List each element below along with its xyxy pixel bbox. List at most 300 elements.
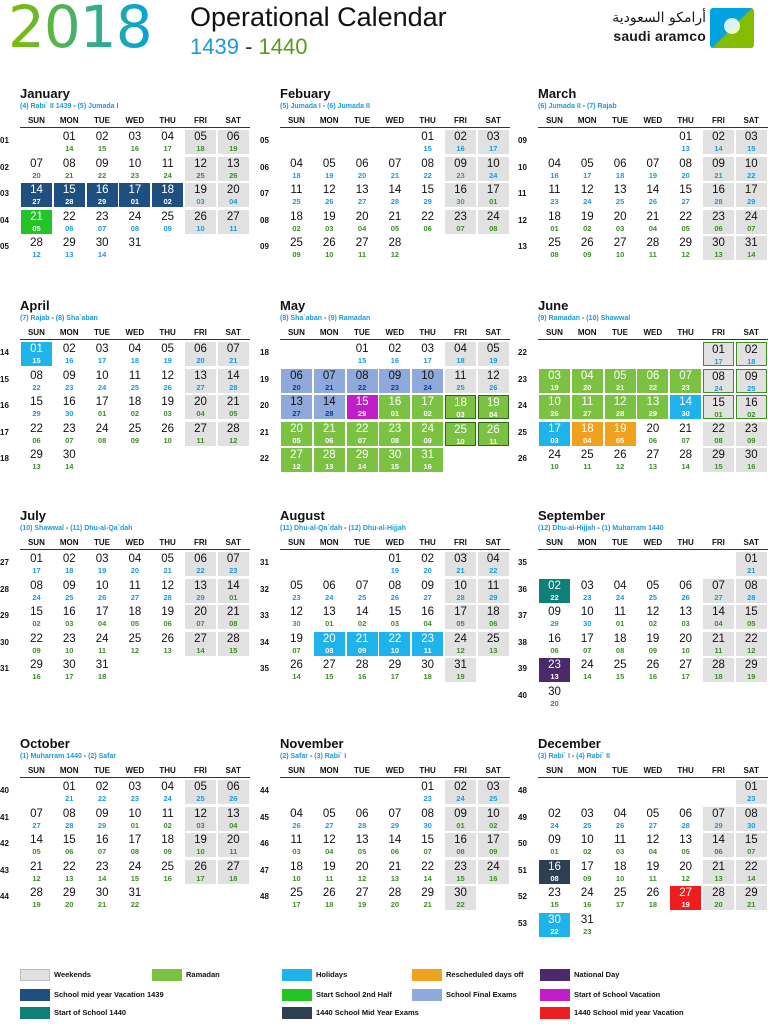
hijri-day: 14 [357,462,367,471]
gregorian-day: 28 [679,449,693,461]
day-cell [379,369,410,393]
gregorian-day: 31 [454,659,467,671]
day-cell [119,605,150,629]
day-cell [281,448,312,472]
day-cell [185,807,216,831]
hijri-months [20,314,250,326]
gregorian-day: 22 [744,860,758,873]
gregorian-day: 02 [548,579,561,592]
hijri-day: 01 [130,820,140,830]
weekday-sun: SUN [545,766,563,775]
day-cell [539,807,570,831]
gregorian-day: 08 [62,807,76,820]
hijri-day: 18 [65,566,74,575]
gregorian-day: 21 [388,210,402,223]
hijri-day: 19 [357,900,367,909]
gregorian-day: 14 [322,396,336,408]
hijri-month-b: (2) Safar [88,753,117,760]
hijri-day: 22 [489,566,498,575]
gregorian-day: 07 [226,553,240,565]
hijri-months [280,102,510,114]
gregorian-day: 21 [226,606,240,618]
hijri-month-a: (5) Jumada I [280,103,321,110]
hijri-day: 30 [747,820,756,830]
gregorian-day: 23 [548,887,561,899]
hijri-day: 26 [97,592,107,602]
day-cell [670,395,701,419]
day-cell [87,157,118,181]
hijri-day: 01 [130,197,140,206]
gregorian-day: 28 [712,659,725,671]
hijri-day: 10 [681,645,690,655]
day-cell [152,552,183,576]
legend-label: National Day [574,970,620,979]
gregorian-day: 01 [744,781,758,793]
hijri-day: 18 [747,357,756,366]
day-cell [314,860,345,884]
hijri-day: 13 [489,645,498,655]
week-number: 04 [0,215,9,225]
hijri-month-separator: - [342,525,349,532]
gregorian-day: 08 [30,369,43,382]
hijri-day: 08 [97,435,107,445]
month-august [260,508,510,681]
hijri-day: 28 [163,592,172,602]
hijri-day: 09 [747,435,756,445]
hijri-day: 22 [550,592,559,602]
week-number: 10 [518,162,527,172]
gregorian-day: 27 [646,449,660,461]
hijri-day: 22 [32,382,41,392]
day-cell [670,236,701,260]
logo-mark-icon [710,8,754,48]
week-number: 09 [260,242,269,251]
legend-item-vac [540,988,660,1002]
day-cell [572,579,603,603]
weekday-wed: WED [643,116,663,125]
hijri-day: 14 [714,144,723,153]
weekday-mon: MON [577,538,597,547]
day-cell [281,860,312,884]
hijri-day: 19 [97,566,107,575]
legend-label: School mid year Vacation 1439 [54,990,164,999]
weekday-wed: WED [385,116,405,125]
month-name: July [20,508,47,523]
day-cell [152,342,183,366]
gregorian-day: 23 [62,632,76,645]
day-cell [119,183,150,207]
hijri-month-a: (2) Safar [280,753,309,760]
gregorian-day: 07 [30,157,43,170]
hijri-day: 11 [98,645,107,655]
week-number: 13 [518,242,527,251]
gregorian-day: 18 [486,606,500,618]
day-cell [539,579,570,603]
day-cell [412,605,443,629]
gregorian-day: 25 [454,423,467,436]
weekday-mon: MON [319,538,339,547]
gregorian-day: 21 [30,210,43,223]
day-cell [736,342,767,366]
hijri-day: 07 [97,847,107,856]
gregorian-day: 16 [744,397,758,409]
hijri-day: 18 [325,900,334,909]
day-cell [87,210,118,234]
gregorian-day: 31 [421,449,435,461]
day-cell [185,342,216,366]
weekday-header [538,326,768,340]
day-cell [605,157,636,181]
day-cell [412,395,443,419]
hijri-day: 13 [714,873,723,883]
hijri-months [20,752,250,764]
day-cell [379,605,410,629]
day-cell [445,658,476,682]
hijri-month-b: (12) Dhu-al-Hijjah [348,525,407,532]
day-cell [185,833,216,857]
week-number: 14 [0,348,9,357]
gregorian-day: 30 [712,237,725,249]
weekday-sun: SUN [287,116,305,125]
hijri-day: 09 [648,645,658,655]
day-cell [152,579,183,603]
hijri-day: 01 [390,409,400,418]
month-grid [260,764,510,909]
day-cell [703,860,734,884]
gregorian-day: 02 [454,131,467,143]
hijri-day: 07 [747,847,756,856]
day-cell [347,579,378,603]
hijri-day: 03 [550,435,559,445]
week-number: 01 [0,136,9,145]
gregorian-day: 29 [421,887,435,899]
gregorian-day: 13 [194,369,207,382]
gregorian-day: 24 [548,449,561,461]
weekday-tue: TUE [93,538,110,547]
day-cell [478,605,509,629]
gregorian-day: 19 [194,834,207,846]
day-cell [281,605,312,629]
weekday-fri: FRI [193,538,207,547]
month-grid [518,114,768,259]
hijri-day: 21 [747,566,756,575]
day-cell [703,183,734,207]
month-april [0,298,250,471]
day-cell [87,658,118,682]
day-cell [637,807,668,831]
day-cell [379,807,410,831]
weekday-sat: SAT [743,116,759,125]
gregorian-day: 14 [355,606,369,618]
hijri-day: 03 [390,619,400,628]
month-october [0,736,250,909]
day-cell [670,605,701,629]
day-cell [281,658,312,682]
gregorian-day: 25 [290,887,303,899]
hijri-day: 14 [65,144,74,153]
gregorian-day: 08 [421,157,435,170]
hijri-month-separator: - [81,753,89,760]
day-cell [670,183,701,207]
gregorian-day: 13 [679,834,693,846]
hijri-day: 15 [357,356,367,365]
gregorian-day: 31 [95,659,109,671]
gregorian-day: 26 [194,860,207,873]
gregorian-day: 09 [454,807,467,820]
weekday-header [20,326,250,340]
day-cell [87,807,118,831]
gregorian-day: 01 [421,131,435,143]
gregorian-day: 10 [128,807,142,820]
hijri-day: 16 [423,462,432,471]
day-cell [605,860,636,884]
legend-swatch [20,1007,50,1019]
day-cell [478,130,509,154]
day-cell [445,807,476,831]
gregorian-day: 17 [454,606,467,618]
weekday-thu: THU [419,328,436,337]
hijri-day: 21 [65,794,74,803]
day-cell [54,369,85,393]
month-march [518,86,768,259]
gregorian-day: 19 [486,397,500,409]
day-cell [119,236,150,260]
hijri-day: 21 [65,170,74,180]
day-cell [347,236,378,260]
day-cell [605,422,636,446]
day-cell [87,579,118,603]
gregorian-day: 16 [62,606,76,618]
day-cell [412,448,443,472]
day-cell [379,448,410,472]
day-cell [539,236,570,260]
hijri-months [538,524,768,536]
gregorian-day: 04 [486,553,500,565]
gregorian-day: 02 [95,131,109,143]
hijri-day: 22 [550,926,559,936]
hijri-day: 02 [489,820,498,830]
hijri-day: 11 [648,873,657,883]
weekday-tue: TUE [353,328,370,337]
month-january [0,86,250,259]
day-cell [605,658,636,682]
hijri-day: 26 [550,409,559,418]
hijri-day: 15 [615,672,625,681]
gregorian-day: 18 [580,422,594,435]
hijri-day: 24 [615,592,625,602]
gregorian-day: 26 [194,210,207,223]
hijri-day: 05 [390,223,400,233]
day-cell [54,780,85,804]
hijri-day: 26 [648,197,658,206]
gregorian-day: 26 [580,237,594,249]
hijri-day: 19 [163,356,172,365]
gregorian-day: 04 [128,553,142,565]
hijri-month-b: (3) Rabi` I [314,753,347,760]
day-cell [736,422,767,446]
gregorian-day: 01 [62,781,76,793]
day-cell [736,860,767,884]
hijri-day: 17 [714,357,723,366]
hijri-day: 02 [648,619,658,628]
gregorian-day: 06 [679,579,693,592]
hijri-months [280,752,510,764]
gregorian-day: 19 [580,210,594,223]
week-number: 05 [260,136,269,145]
day-cell [379,422,410,446]
weekday-header [280,536,510,550]
weekday-sat: SAT [743,766,759,775]
week-number: 22 [518,348,527,357]
day-cell [119,369,150,393]
day-cell [21,342,52,366]
weekday-wed: WED [643,766,663,775]
week-number: 02 [0,162,9,172]
gregorian-day: 05 [322,807,336,820]
gregorian-day: 27 [679,659,693,671]
week-number: 33 [260,611,269,620]
hijri-day: 29 [196,592,205,602]
weekday-fri: FRI [711,328,725,337]
gregorian-day: 30 [95,237,109,249]
day-cell [736,395,767,419]
hijri-month-b: (5) Jumada I [77,103,119,110]
day-cell [347,395,378,419]
hijri-day: 14 [65,462,74,471]
gregorian-day: 27 [226,860,240,873]
gregorian-day: 02 [454,781,467,793]
gregorian-day: 26 [646,659,660,671]
gregorian-day: 07 [646,157,660,170]
hijri-day: 02 [163,197,172,206]
week-number: 36 [518,584,527,594]
day-cell [478,860,509,884]
week-number: 23 [518,374,527,384]
gregorian-day: 20 [194,606,207,618]
hijri-day: 05 [32,847,41,856]
day-cell [539,448,570,472]
day-cell [152,807,183,831]
gregorian-day: 13 [679,606,693,618]
day-cell [314,605,345,629]
day-cell [218,780,249,804]
gregorian-day: 26 [486,423,500,436]
gregorian-day: 02 [95,781,109,793]
day-cell [412,860,443,884]
weekday-tue: TUE [353,116,370,125]
gregorian-day: 16 [62,396,76,408]
day-cell [152,157,183,181]
day-cell [478,807,509,831]
gregorian-day: 19 [646,860,660,873]
day-cell [218,395,249,419]
hijri-day: 22 [97,170,107,180]
day-cell [119,860,150,884]
hijri-day: 27 [681,197,690,206]
day-cell [119,342,150,366]
day-cell [54,183,85,207]
gregorian-day: 17 [421,396,435,408]
gregorian-day: 15 [744,834,758,846]
weekday-sun: SUN [27,766,45,775]
gregorian-day: 28 [646,237,660,249]
hijri-day: 04 [714,619,723,628]
weekday-fri: FRI [453,328,467,337]
week-number: 53 [518,918,527,928]
gregorian-day: 04 [128,343,142,355]
weekday-thu: THU [159,116,176,125]
day-cell [54,632,85,656]
day-cell [218,342,249,366]
day-cell [347,658,378,682]
day-cell [281,210,312,234]
day-cell [605,579,636,603]
weekday-tue: TUE [93,116,110,125]
day-cell [736,183,767,207]
hijri-day: 25 [196,170,205,180]
day-cell [21,833,52,857]
week-number: 42 [0,839,9,848]
day-cell [412,780,443,804]
day-cell [54,130,85,154]
hijri-day: 05 [681,223,690,233]
gregorian-day: 18 [128,606,142,618]
gregorian-day: 05 [613,369,627,382]
day-cell [637,183,668,207]
gregorian-day: 05 [646,579,660,592]
day-cell [670,886,701,910]
weekday-thu: THU [677,766,694,775]
gregorian-day: 26 [290,659,303,671]
hijri-day: 08 [325,645,334,655]
day-cell [703,157,734,181]
day-cell [185,422,216,446]
weekday-thu: THU [159,538,176,547]
weekday-mon: MON [319,766,339,775]
hijri-day: 11 [423,645,432,655]
gregorian-day: 02 [62,343,76,355]
month-may [260,298,510,471]
gregorian-day: 09 [744,370,758,383]
day-cell [347,342,378,366]
day-cell [445,552,476,576]
gregorian-day: 12 [194,807,207,820]
day-cell [314,157,345,181]
hijri-day: 24 [32,592,41,602]
legend-swatch [282,969,312,981]
gregorian-day: 24 [744,210,758,223]
gregorian-day: 15 [679,184,693,196]
day-cell [218,632,249,656]
gregorian-day: 22 [30,422,43,435]
hijri-day: 06 [550,645,559,655]
day-cell [412,157,443,181]
hijri-day: 23 [65,382,74,392]
day-cell [736,632,767,656]
day-cell [539,210,570,234]
day-cell [314,422,345,446]
gregorian-day: 02 [62,553,76,565]
hijri-day: 23 [583,592,592,602]
weekday-sun: SUN [27,538,45,547]
hijri-day: 17 [196,873,205,883]
hijri-day: 21 [325,382,334,392]
gregorian-day: 09 [712,157,725,170]
hijri-day: 04 [196,409,205,418]
hijri-day: 17 [32,566,41,575]
weekday-tue: TUE [353,766,370,775]
hijri-day: 23 [229,566,238,575]
